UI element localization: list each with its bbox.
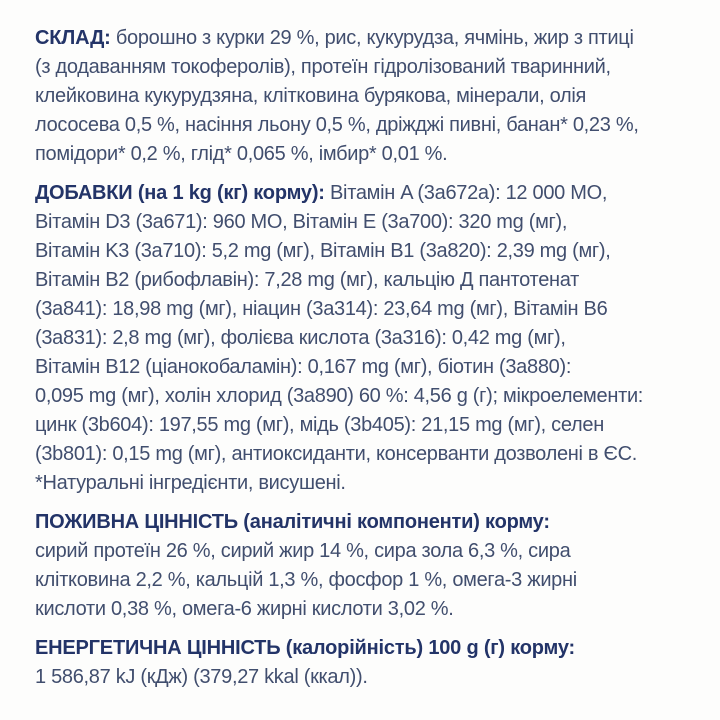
text-line: (3a831): 2,8 mg (мг), фолієва кислота (3a316): 0,42 mg (мг), [35, 327, 566, 349]
text-line: сирий протеїн 26 %, сирий жир 14 %, сира зола 6,3 %, сира [35, 540, 571, 562]
section-additives [35, 179, 690, 498]
text-line: кислоти 0,38 %, омега-6 жирні кислоти 3,02 %. [35, 598, 454, 620]
section-additives-first-line: Вітамін A (3a672a): 12 000 МО, [324, 182, 608, 204]
text-line: Вітамін D3 (3a671): 960 МО, Вітамін E (3a700): 320 mg (мг), [35, 211, 568, 233]
text-line: цинк (3b604): 197,55 mg (мг), мідь (3b405): 21,15 mg (мг), селен [35, 414, 604, 436]
section-heading-line [35, 24, 690, 53]
text-line: помідори* 0,2 %, глід* 0,065 %, імбир* 0,01 %. [35, 143, 448, 165]
text-line: *Натуральні інгредієнти, висушені. [35, 472, 346, 494]
section-composition-heading: СКЛАД: [35, 27, 111, 49]
text-line: Вітамін K3 (3a710): 5,2 mg (мг), Вітамін B1 (3a820): 2,39 mg (мг), [35, 240, 611, 262]
text-line: Вітамін B12 (ціанокобаламін): 0,167 mg (мг), біотин (3a880): [35, 356, 572, 378]
text-line: клітковина 2,2 %, кальцій 1,3 %, фосфор 1 %, омега-3 жирні [35, 569, 577, 591]
section-composition-first-line: борошно з курки 29 %, рис, кукурудза, ячмінь, жир з птиці [110, 27, 634, 49]
text-line: 0,095 mg (мг), холін хлорид (3a890) 60 %: 4,56 g (г); мікроелементи: [35, 385, 644, 407]
section-heading-line [35, 508, 690, 537]
section-nutritional-value-heading: ПОЖИВНА ЦІННІСТЬ (аналітичні компоненти) корму: [35, 511, 550, 533]
text-line: клейковина кукурудзяна, клітковина бурякова, мінерали, олія [35, 85, 587, 107]
text-line: Вітамін B2 (рибофлавін): 7,28 mg (мг), кальцію Д пантотенат [35, 269, 580, 291]
text-line: лососева 0,5 %, насіння льону 0,5 %, дріжджі пивні, банан* 0,23 %, [35, 114, 639, 136]
text-line: 1 586,87 kJ (кДж) (379,27 kkal (ккал)). [35, 666, 368, 688]
text-line: (з додаванням токоферолів), протеїн гідролізований тваринний, [35, 56, 611, 78]
section-additives-heading: ДОБАВКИ (на 1 kg (кг) корму): [35, 182, 325, 204]
text-line: (3a841): 18,98 mg (мг), ніацин (3a314): 23,64 mg (мг), Вітамін B6 [35, 298, 608, 320]
section-energy-value-heading: ЕНЕРГЕТИЧНА ЦІННІСТЬ (калорійність) 100 g (г) корму: [35, 637, 575, 659]
text-line: (3b801): 0,15 mg (мг), антиоксиданти, консерванти дозволені в ЄС. [35, 443, 637, 465]
section-heading-line [35, 179, 690, 208]
section-heading-line [35, 634, 690, 663]
section-composition [35, 24, 690, 169]
section-energy-value [35, 634, 690, 692]
section-nutritional-value [35, 508, 690, 624]
